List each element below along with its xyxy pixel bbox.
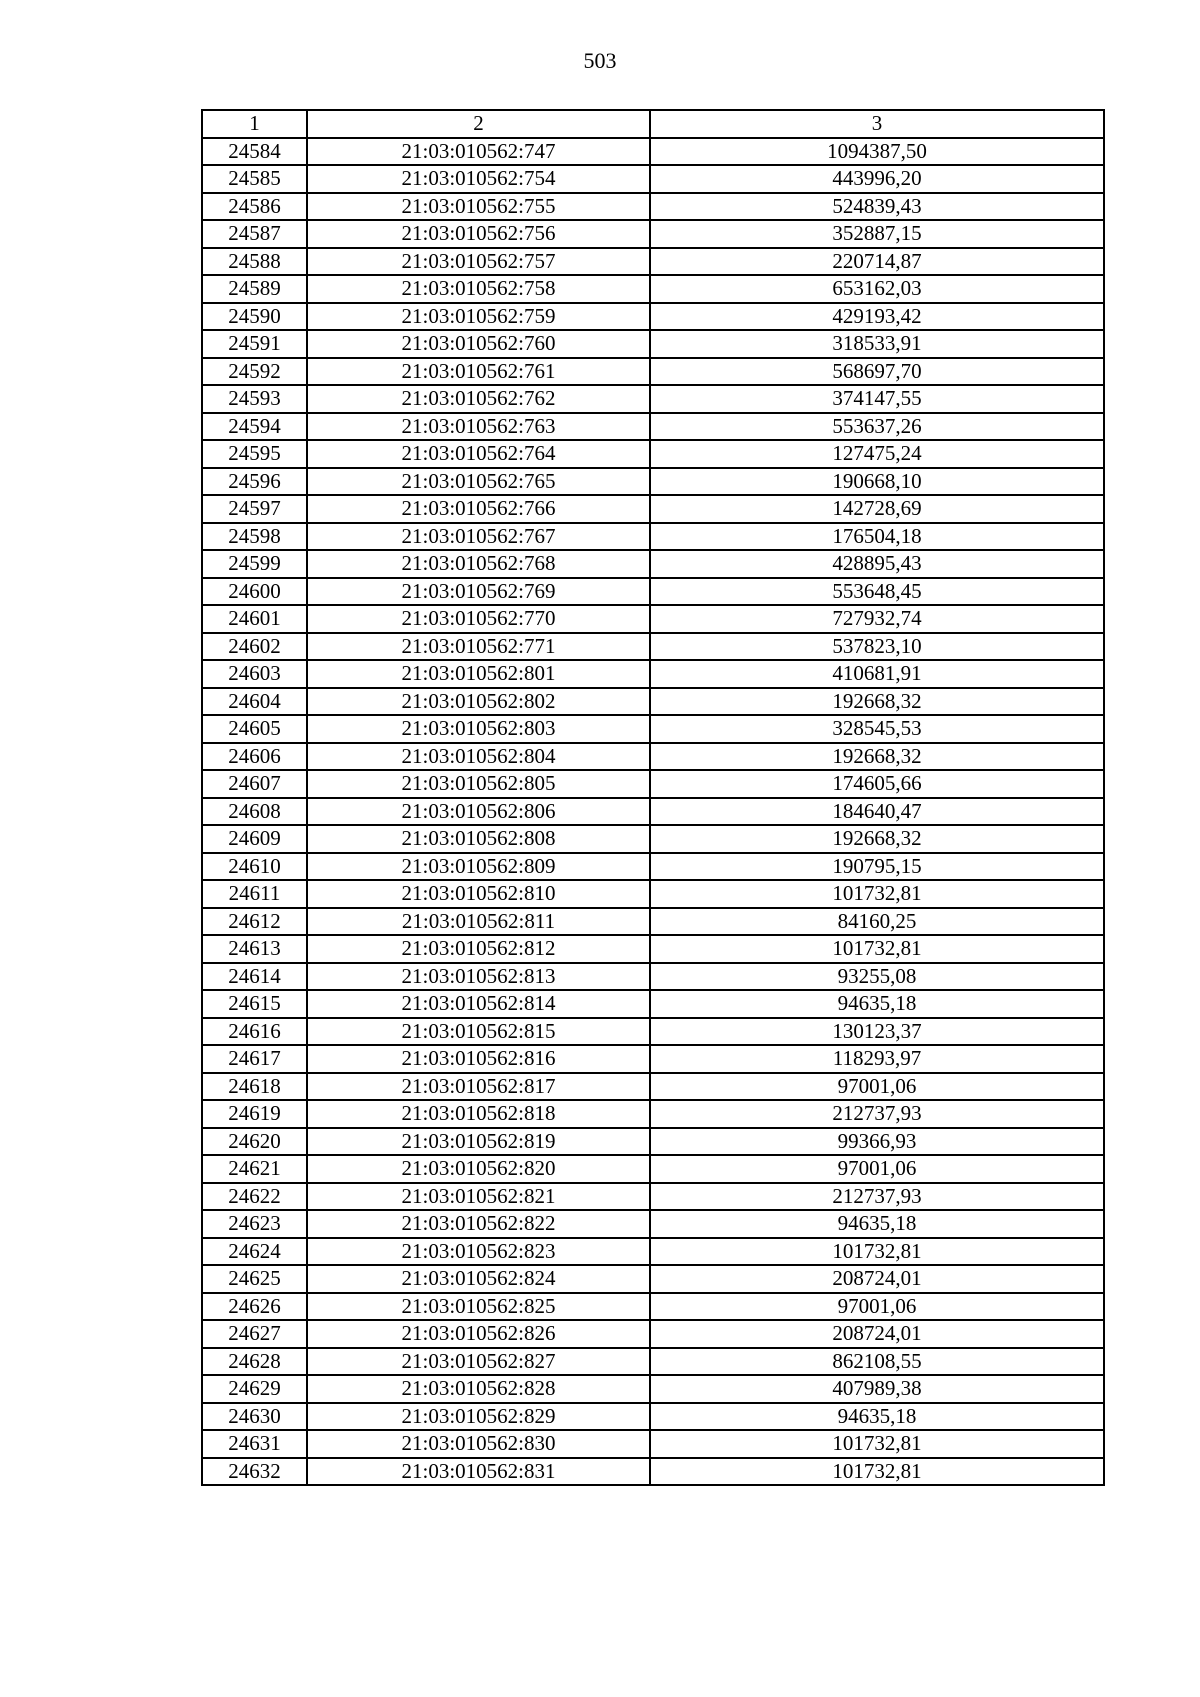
table-row [202, 660, 1104, 688]
cadastral-number-cell: 21:03:010562:827 [307, 1348, 650, 1376]
value-cell: 212737,93 [650, 1183, 1104, 1211]
value-cell: 142728,69 [650, 495, 1104, 523]
cadastral-number-cell: 21:03:010562:802 [307, 688, 650, 716]
cadastral-number-cell: 21:03:010562:822 [307, 1210, 650, 1238]
value-cell: 208724,01 [650, 1265, 1104, 1293]
cadastral-number-cell: 21:03:010562:756 [307, 220, 650, 248]
cadastral-number-cell: 21:03:010562:803 [307, 715, 650, 743]
value-cell: 190795,15 [650, 853, 1104, 881]
table-row [202, 990, 1104, 1018]
table-row [202, 1128, 1104, 1156]
value-cell: 429193,42 [650, 303, 1104, 331]
value-cell: 374147,55 [650, 385, 1104, 413]
row-number-cell: 24622 [202, 1183, 307, 1211]
value-cell: 97001,06 [650, 1293, 1104, 1321]
registry-table [201, 109, 1105, 1486]
column-header-1: 1 [202, 110, 307, 138]
row-number-cell: 24600 [202, 578, 307, 606]
cadastral-number-cell: 21:03:010562:809 [307, 853, 650, 881]
value-cell: 212737,93 [650, 1100, 1104, 1128]
page-number: 503 [583, 48, 617, 73]
table-body [202, 138, 1104, 1486]
table-row [202, 1458, 1104, 1486]
cadastral-number-cell: 21:03:010562:812 [307, 935, 650, 963]
table-row [202, 908, 1104, 936]
cadastral-number-cell: 21:03:010562:765 [307, 468, 650, 496]
cadastral-number-cell: 21:03:010562:811 [307, 908, 650, 936]
table-row [202, 578, 1104, 606]
row-number-cell: 24584 [202, 138, 307, 166]
table-row [202, 1375, 1104, 1403]
cadastral-number-cell: 21:03:010562:818 [307, 1100, 650, 1128]
value-cell: 84160,25 [650, 908, 1104, 936]
value-cell: 184640,47 [650, 798, 1104, 826]
cadastral-number-cell: 21:03:010562:816 [307, 1045, 650, 1073]
cadastral-number-cell: 21:03:010562:762 [307, 385, 650, 413]
table-row [202, 440, 1104, 468]
table-row [202, 303, 1104, 331]
table-row [202, 963, 1104, 991]
row-number-cell: 24611 [202, 880, 307, 908]
table-row [202, 715, 1104, 743]
cadastral-number-cell: 21:03:010562:806 [307, 798, 650, 826]
value-cell: 410681,91 [650, 660, 1104, 688]
value-cell: 553648,45 [650, 578, 1104, 606]
table-row [202, 495, 1104, 523]
value-cell: 192668,32 [650, 825, 1104, 853]
table-row [202, 1320, 1104, 1348]
cadastral-number-cell: 21:03:010562:820 [307, 1155, 650, 1183]
table-header [202, 110, 1104, 138]
row-number-cell: 24608 [202, 798, 307, 826]
cadastral-number-cell: 21:03:010562:761 [307, 358, 650, 386]
value-cell: 428895,43 [650, 550, 1104, 578]
table-row [202, 935, 1104, 963]
cadastral-number-cell: 21:03:010562:823 [307, 1238, 650, 1266]
row-number-cell: 24629 [202, 1375, 307, 1403]
value-cell: 407989,38 [650, 1375, 1104, 1403]
row-number-cell: 24596 [202, 468, 307, 496]
value-cell: 220714,87 [650, 248, 1104, 276]
row-number-cell: 24595 [202, 440, 307, 468]
row-number-cell: 24632 [202, 1458, 307, 1486]
table-row [202, 165, 1104, 193]
row-number-cell: 24585 [202, 165, 307, 193]
cadastral-number-cell: 21:03:010562:826 [307, 1320, 650, 1348]
cadastral-number-cell: 21:03:010562:828 [307, 1375, 650, 1403]
cadastral-number-cell: 21:03:010562:829 [307, 1403, 650, 1431]
row-number-cell: 24619 [202, 1100, 307, 1128]
table-row [202, 1100, 1104, 1128]
value-cell: 118293,97 [650, 1045, 1104, 1073]
cadastral-number-cell: 21:03:010562:808 [307, 825, 650, 853]
value-cell: 192668,32 [650, 688, 1104, 716]
table-row [202, 1183, 1104, 1211]
cadastral-number-cell: 21:03:010562:760 [307, 330, 650, 358]
row-number-cell: 24626 [202, 1293, 307, 1321]
row-number-cell: 24598 [202, 523, 307, 551]
table-row [202, 1403, 1104, 1431]
cadastral-number-cell: 21:03:010562:764 [307, 440, 650, 468]
row-number-cell: 24601 [202, 605, 307, 633]
row-number-cell: 24613 [202, 935, 307, 963]
table-row [202, 1155, 1104, 1183]
cadastral-number-cell: 21:03:010562:821 [307, 1183, 650, 1211]
table-row [202, 1073, 1104, 1101]
value-cell: 101732,81 [650, 1238, 1104, 1266]
cadastral-number-cell: 21:03:010562:771 [307, 633, 650, 661]
column-header-3: 3 [650, 110, 1104, 138]
table-row [202, 1293, 1104, 1321]
table-row [202, 770, 1104, 798]
value-cell: 443996,20 [650, 165, 1104, 193]
table-row [202, 550, 1104, 578]
row-number-cell: 24592 [202, 358, 307, 386]
value-cell: 352887,15 [650, 220, 1104, 248]
table-row [202, 413, 1104, 441]
row-number-cell: 24603 [202, 660, 307, 688]
row-number-cell: 24614 [202, 963, 307, 991]
value-cell: 192668,32 [650, 743, 1104, 771]
value-cell: 1094387,50 [650, 138, 1104, 166]
value-cell: 101732,81 [650, 935, 1104, 963]
cadastral-number-cell: 21:03:010562:801 [307, 660, 650, 688]
row-number-cell: 24586 [202, 193, 307, 221]
cadastral-number-cell: 21:03:010562:766 [307, 495, 650, 523]
value-cell: 524839,43 [650, 193, 1104, 221]
value-cell: 101732,81 [650, 1430, 1104, 1458]
row-number-cell: 24612 [202, 908, 307, 936]
table-row [202, 1210, 1104, 1238]
row-number-cell: 24591 [202, 330, 307, 358]
row-number-cell: 24599 [202, 550, 307, 578]
cadastral-number-cell: 21:03:010562:770 [307, 605, 650, 633]
value-cell: 127475,24 [650, 440, 1104, 468]
row-number-cell: 24615 [202, 990, 307, 1018]
row-number-cell: 24625 [202, 1265, 307, 1293]
row-number-cell: 24602 [202, 633, 307, 661]
table-row [202, 523, 1104, 551]
row-number-cell: 24610 [202, 853, 307, 881]
row-number-cell: 24621 [202, 1155, 307, 1183]
cadastral-number-cell: 21:03:010562:758 [307, 275, 650, 303]
value-cell: 176504,18 [650, 523, 1104, 551]
cadastral-number-cell: 21:03:010562:759 [307, 303, 650, 331]
cadastral-number-cell: 21:03:010562:810 [307, 880, 650, 908]
cadastral-number-cell: 21:03:010562:754 [307, 165, 650, 193]
table-row [202, 330, 1104, 358]
row-number-cell: 24587 [202, 220, 307, 248]
value-cell: 318533,91 [650, 330, 1104, 358]
value-cell: 97001,06 [650, 1073, 1104, 1101]
cadastral-number-cell: 21:03:010562:804 [307, 743, 650, 771]
row-number-cell: 24618 [202, 1073, 307, 1101]
table-row [202, 853, 1104, 881]
table-row [202, 1265, 1104, 1293]
row-number-cell: 24616 [202, 1018, 307, 1046]
cadastral-number-cell: 21:03:010562:755 [307, 193, 650, 221]
value-cell: 93255,08 [650, 963, 1104, 991]
value-cell: 208724,01 [650, 1320, 1104, 1348]
row-number-cell: 24631 [202, 1430, 307, 1458]
row-number-cell: 24627 [202, 1320, 307, 1348]
value-cell: 537823,10 [650, 633, 1104, 661]
cadastral-number-cell: 21:03:010562:813 [307, 963, 650, 991]
cadastral-number-cell: 21:03:010562:768 [307, 550, 650, 578]
value-cell: 101732,81 [650, 1458, 1104, 1486]
table-row [202, 605, 1104, 633]
table-row [202, 1238, 1104, 1266]
table-row [202, 138, 1104, 166]
value-cell: 568697,70 [650, 358, 1104, 386]
table-row [202, 1348, 1104, 1376]
row-number-cell: 24623 [202, 1210, 307, 1238]
table-row [202, 1430, 1104, 1458]
cadastral-number-cell: 21:03:010562:817 [307, 1073, 650, 1101]
cadastral-number-cell: 21:03:010562:830 [307, 1430, 650, 1458]
cadastral-number-cell: 21:03:010562:815 [307, 1018, 650, 1046]
table-row [202, 633, 1104, 661]
row-number-cell: 24607 [202, 770, 307, 798]
cadastral-number-cell: 21:03:010562:769 [307, 578, 650, 606]
value-cell: 94635,18 [650, 1403, 1104, 1431]
table-row [202, 468, 1104, 496]
value-cell: 190668,10 [650, 468, 1104, 496]
row-number-cell: 24630 [202, 1403, 307, 1431]
value-cell: 174605,66 [650, 770, 1104, 798]
value-cell: 862108,55 [650, 1348, 1104, 1376]
table-row [202, 880, 1104, 908]
table-row [202, 825, 1104, 853]
table-row [202, 193, 1104, 221]
value-cell: 101732,81 [650, 880, 1104, 908]
row-number-cell: 24609 [202, 825, 307, 853]
row-number-cell: 24593 [202, 385, 307, 413]
table-row [202, 275, 1104, 303]
cadastral-number-cell: 21:03:010562:819 [307, 1128, 650, 1156]
table-row [202, 1018, 1104, 1046]
row-number-cell: 24617 [202, 1045, 307, 1073]
row-number-cell: 24589 [202, 275, 307, 303]
column-header-2: 2 [307, 110, 650, 138]
table-row [202, 248, 1104, 276]
value-cell: 653162,03 [650, 275, 1104, 303]
cadastral-number-cell: 21:03:010562:757 [307, 248, 650, 276]
row-number-cell: 24606 [202, 743, 307, 771]
cadastral-number-cell: 21:03:010562:767 [307, 523, 650, 551]
value-cell: 94635,18 [650, 990, 1104, 1018]
row-number-cell: 24605 [202, 715, 307, 743]
value-cell: 97001,06 [650, 1155, 1104, 1183]
table-row [202, 385, 1104, 413]
cadastral-number-cell: 21:03:010562:805 [307, 770, 650, 798]
table-row [202, 220, 1104, 248]
value-cell: 727932,74 [650, 605, 1104, 633]
cadastral-number-cell: 21:03:010562:814 [307, 990, 650, 1018]
row-number-cell: 24624 [202, 1238, 307, 1266]
value-cell: 99366,93 [650, 1128, 1104, 1156]
header-row [202, 110, 1104, 138]
table-row [202, 1045, 1104, 1073]
value-cell: 328545,53 [650, 715, 1104, 743]
cadastral-number-cell: 21:03:010562:831 [307, 1458, 650, 1486]
cadastral-number-cell: 21:03:010562:747 [307, 138, 650, 166]
cadastral-number-cell: 21:03:010562:824 [307, 1265, 650, 1293]
row-number-cell: 24628 [202, 1348, 307, 1376]
row-number-cell: 24594 [202, 413, 307, 441]
table-row [202, 798, 1104, 826]
row-number-cell: 24590 [202, 303, 307, 331]
value-cell: 553637,26 [650, 413, 1104, 441]
row-number-cell: 24597 [202, 495, 307, 523]
table-row [202, 743, 1104, 771]
value-cell: 130123,37 [650, 1018, 1104, 1046]
value-cell: 94635,18 [650, 1210, 1104, 1238]
row-number-cell: 24588 [202, 248, 307, 276]
table-row [202, 358, 1104, 386]
cadastral-number-cell: 21:03:010562:825 [307, 1293, 650, 1321]
table-row [202, 688, 1104, 716]
cadastral-number-cell: 21:03:010562:763 [307, 413, 650, 441]
row-number-cell: 24620 [202, 1128, 307, 1156]
row-number-cell: 24604 [202, 688, 307, 716]
